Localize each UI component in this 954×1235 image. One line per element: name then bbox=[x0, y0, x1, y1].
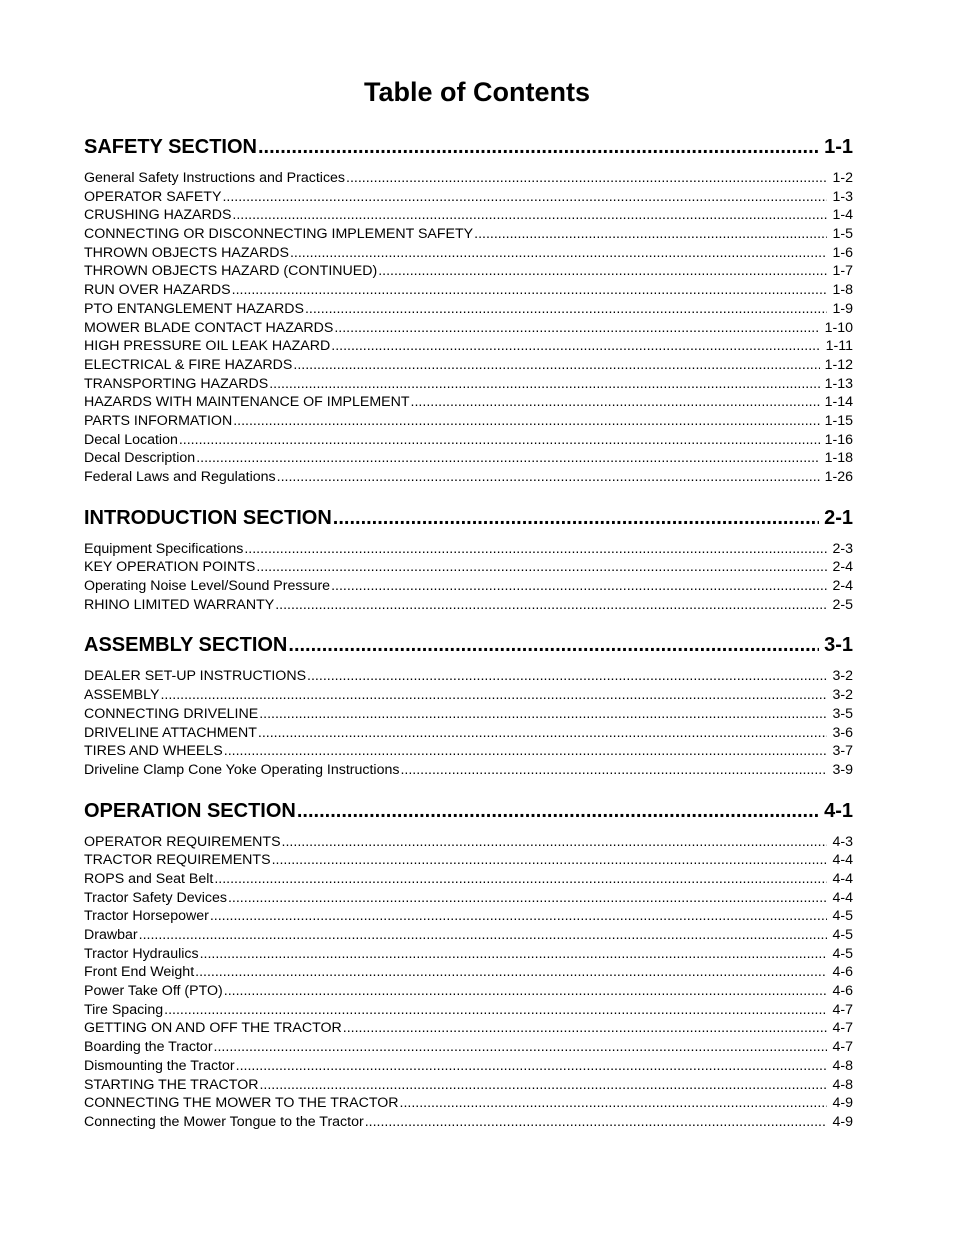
toc-entry-link[interactable] bbox=[84, 281, 853, 300]
section-heading-link[interactable] bbox=[84, 130, 853, 164]
toc-entry-link[interactable] bbox=[84, 889, 853, 908]
toc-entry-link[interactable] bbox=[84, 393, 853, 412]
toc-entry-label: TRANSPORTING HAZARDS bbox=[84, 375, 269, 392]
dot-leader bbox=[293, 356, 819, 375]
toc-entry-label: PTO ENTANGLEMENT HAZARDS bbox=[84, 300, 304, 317]
dot-leader bbox=[256, 558, 827, 577]
toc-entry-page-number: 3-2 bbox=[832, 687, 853, 704]
toc-entry-page-number: 1-15 bbox=[824, 412, 853, 429]
toc-entry-link[interactable] bbox=[84, 596, 853, 615]
dot-leader bbox=[333, 501, 819, 535]
toc-entry-link[interactable] bbox=[84, 356, 853, 375]
table-of-contents bbox=[84, 130, 853, 1132]
toc-entry-link[interactable] bbox=[84, 982, 853, 1001]
toc-entry-link[interactable] bbox=[84, 851, 853, 870]
toc-entry-label: ASSEMBLY bbox=[84, 687, 160, 704]
dot-leader bbox=[210, 907, 828, 926]
section-spacer bbox=[84, 780, 853, 794]
toc-entry-link[interactable] bbox=[84, 963, 853, 982]
toc-entry-link[interactable] bbox=[84, 169, 853, 188]
dot-leader bbox=[269, 375, 819, 394]
dot-leader bbox=[200, 945, 828, 964]
toc-entry-page-number: 3-2 bbox=[832, 668, 853, 685]
toc-entry-page-number: 2-4 bbox=[832, 559, 853, 576]
toc-entry-link[interactable] bbox=[84, 926, 853, 945]
toc-entry-link[interactable] bbox=[84, 188, 853, 207]
page-title: Table of Contents bbox=[364, 77, 590, 107]
toc-entry-label: Front End Weight bbox=[84, 964, 195, 981]
dot-leader bbox=[331, 337, 820, 356]
toc-entry-link[interactable] bbox=[84, 558, 853, 577]
toc-entry-page-number: 1-26 bbox=[824, 469, 853, 485]
section-page-number: 1-1 bbox=[824, 136, 853, 158]
toc-entry-link[interactable] bbox=[84, 300, 853, 319]
section-page-number: 3-1 bbox=[824, 634, 853, 657]
toc-entry-page-number: 1-4 bbox=[832, 207, 853, 224]
toc-section bbox=[84, 794, 853, 1132]
toc-entry-label: Equipment Specifications bbox=[84, 540, 244, 557]
toc-entry-page-number: 3-7 bbox=[832, 743, 853, 760]
toc-entry-label: TRACTOR REQUIREMENTS bbox=[84, 852, 271, 869]
toc-entry-label: GETTING ON AND OFF THE TRACTOR bbox=[84, 1020, 342, 1037]
toc-entry-link[interactable] bbox=[84, 667, 853, 686]
toc-entry-page-number: 1-7 bbox=[832, 263, 853, 280]
dot-leader bbox=[411, 393, 820, 412]
toc-entry-link[interactable] bbox=[84, 1038, 853, 1057]
dot-leader bbox=[288, 628, 819, 662]
dot-leader bbox=[228, 889, 828, 908]
toc-entry-label: Tractor Safety Devices bbox=[84, 889, 227, 906]
dot-leader bbox=[277, 468, 820, 487]
toc-entry-label: CONNECTING OR DISCONNECTING IMPLEMENT SAFETY bbox=[84, 226, 474, 243]
dot-leader bbox=[307, 667, 827, 686]
dot-leader bbox=[160, 686, 827, 705]
toc-entry-page-number: 1-11 bbox=[825, 338, 853, 355]
dot-leader bbox=[224, 742, 828, 761]
toc-entry-page-number: 4-4 bbox=[832, 870, 853, 887]
toc-entry-link[interactable] bbox=[84, 412, 853, 431]
toc-entry-link[interactable] bbox=[84, 1019, 853, 1038]
toc-entry-label: Tractor Hydraulics bbox=[84, 945, 199, 962]
toc-entry-page-number: 4-5 bbox=[832, 945, 853, 962]
dot-leader bbox=[244, 540, 827, 559]
dot-leader bbox=[232, 281, 828, 300]
section-heading-label: SAFETY SECTION bbox=[84, 136, 257, 158]
toc-entry-page-number: 3-6 bbox=[832, 724, 853, 741]
toc-entry-page-number: 4-7 bbox=[832, 1039, 853, 1056]
toc-section bbox=[84, 130, 853, 501]
dot-leader bbox=[334, 319, 819, 338]
toc-entry-page-number: 1-18 bbox=[824, 450, 853, 467]
dot-leader bbox=[232, 206, 827, 225]
toc-entry-label: RUN OVER HAZARDS bbox=[84, 282, 231, 299]
section-heading-link[interactable] bbox=[84, 794, 853, 828]
toc-entry-page-number: 1-16 bbox=[824, 431, 853, 448]
dot-leader bbox=[346, 169, 827, 188]
toc-entry-page-number: 4-6 bbox=[832, 964, 853, 981]
toc-entry-label: PARTS INFORMATION bbox=[84, 412, 233, 429]
dot-leader bbox=[259, 705, 827, 724]
toc-entry-page-number: 4-9 bbox=[832, 1113, 853, 1130]
dot-leader bbox=[195, 963, 827, 982]
toc-entry-label: ELECTRICAL & FIRE HAZARDS bbox=[84, 356, 293, 373]
toc-entry-label: Tractor Horsepower bbox=[84, 908, 209, 925]
dot-leader bbox=[282, 833, 828, 852]
toc-entry-link[interactable] bbox=[84, 1076, 853, 1095]
section-page-number: 4-1 bbox=[824, 799, 853, 822]
toc-entry-page-number: 2-3 bbox=[832, 540, 853, 557]
toc-entry-label: Driveline Clamp Cone Yoke Operating Instructions bbox=[84, 761, 400, 778]
toc-entry-page-number: 1-10 bbox=[824, 319, 853, 336]
toc-entry-label: HAZARDS WITH MAINTENANCE OF IMPLEMENT bbox=[84, 394, 410, 411]
toc-entry-link[interactable] bbox=[84, 468, 853, 487]
toc-entry-link[interactable] bbox=[84, 577, 853, 596]
toc-entry-page-number: 2-4 bbox=[832, 578, 853, 595]
toc-entry-page-number: 4-6 bbox=[832, 983, 853, 1000]
toc-entry-link[interactable] bbox=[84, 431, 853, 450]
toc-section bbox=[84, 628, 853, 793]
toc-entry-label: Federal Laws and Regulations bbox=[84, 469, 276, 485]
dot-leader bbox=[236, 1057, 828, 1076]
toc-entry-page-number: 1-12 bbox=[824, 356, 853, 373]
dot-leader bbox=[297, 794, 819, 828]
toc-entry-link[interactable] bbox=[84, 337, 853, 356]
toc-entry-link[interactable] bbox=[84, 1113, 853, 1132]
toc-entry-link[interactable] bbox=[84, 761, 853, 780]
toc-entry-link[interactable] bbox=[84, 262, 853, 281]
section-heading-link[interactable] bbox=[84, 628, 853, 662]
toc-entry-page-number: 4-5 bbox=[832, 927, 853, 943]
toc-entry-page-number: 4-9 bbox=[832, 1095, 853, 1112]
toc-entry-page-number: 1-14 bbox=[824, 394, 853, 411]
dot-leader bbox=[290, 244, 828, 263]
toc-entry-label: Connecting the Mower Tongue to the Tractor bbox=[84, 1113, 364, 1130]
dot-leader bbox=[305, 300, 828, 319]
section-spacer bbox=[84, 487, 853, 501]
toc-entry-label: THROWN OBJECTS HAZARD (CONTINUED) bbox=[84, 263, 378, 280]
toc-entry-link[interactable] bbox=[84, 1057, 853, 1076]
toc-entry-page-number: 1-6 bbox=[832, 244, 853, 261]
dot-leader bbox=[258, 724, 828, 743]
dot-leader bbox=[259, 1076, 827, 1095]
dot-leader bbox=[258, 130, 819, 164]
toc-entry-label: THROWN OBJECTS HAZARDS bbox=[84, 244, 289, 261]
toc-entry-page-number: 4-7 bbox=[832, 1020, 853, 1037]
toc-entry-page-number: 1-3 bbox=[832, 188, 853, 205]
dot-leader bbox=[222, 188, 827, 207]
toc-entry-page-number: 1-9 bbox=[832, 300, 853, 317]
dot-leader bbox=[214, 870, 827, 889]
dot-leader bbox=[233, 412, 819, 431]
section-heading-link[interactable] bbox=[84, 501, 853, 535]
toc-entry-label: CONNECTING DRIVELINE bbox=[84, 705, 259, 722]
toc-entry-label: Dismounting the Tractor bbox=[84, 1057, 235, 1074]
dot-leader bbox=[474, 225, 827, 244]
toc-entry-link[interactable] bbox=[84, 742, 853, 761]
toc-entry-link[interactable] bbox=[84, 319, 853, 338]
toc-entry-link[interactable] bbox=[84, 449, 853, 468]
toc-entry-label: Drawbar bbox=[84, 927, 138, 943]
toc-entry-label: OPERATOR REQUIREMENTS bbox=[84, 833, 281, 850]
toc-entry-label: Decal Description bbox=[84, 450, 196, 467]
toc-entry-page-number: 4-7 bbox=[832, 1001, 853, 1018]
section-heading-label: OPERATION SECTION bbox=[84, 799, 296, 822]
toc-entry-link[interactable] bbox=[84, 1001, 853, 1020]
toc-section bbox=[84, 501, 853, 629]
toc-entry-label: OPERATOR SAFETY bbox=[84, 188, 222, 205]
toc-entry-link[interactable] bbox=[84, 1094, 853, 1113]
section-heading-label: ASSEMBLY SECTION bbox=[84, 634, 288, 657]
toc-entry-link[interactable] bbox=[84, 206, 853, 225]
dot-leader bbox=[400, 761, 827, 780]
toc-entry-label: Decal Location bbox=[84, 431, 178, 448]
toc-entry-link[interactable] bbox=[84, 945, 853, 964]
toc-entry-page-number: 3-9 bbox=[832, 761, 853, 778]
toc-entry-link[interactable] bbox=[84, 686, 853, 705]
dot-leader bbox=[365, 1113, 828, 1132]
toc-entry-label: ROPS and Seat Belt bbox=[84, 870, 214, 887]
toc-entry-label: STARTING THE TRACTOR bbox=[84, 1076, 259, 1093]
toc-entry-label: CONNECTING THE MOWER TO THE TRACTOR bbox=[84, 1095, 399, 1112]
toc-entry-label: Operating Noise Level/Sound Pressure bbox=[84, 578, 331, 595]
toc-entry-page-number: 4-5 bbox=[832, 908, 853, 925]
dot-leader bbox=[343, 1019, 828, 1038]
dot-leader bbox=[179, 431, 820, 450]
dot-leader bbox=[196, 449, 819, 468]
toc-entry-label: KEY OPERATION POINTS bbox=[84, 559, 256, 576]
toc-entry-label: Tire Spacing bbox=[84, 1001, 164, 1018]
section-heading-label: INTRODUCTION SECTION bbox=[84, 506, 332, 529]
toc-entry-page-number: 1-13 bbox=[824, 375, 853, 392]
toc-entry-link[interactable] bbox=[84, 724, 853, 743]
section-spacer bbox=[84, 614, 853, 628]
toc-entry-link[interactable] bbox=[84, 540, 853, 559]
toc-entry-link[interactable] bbox=[84, 244, 853, 263]
toc-entry-label: General Safety Instructions and Practices bbox=[84, 170, 346, 186]
dot-leader bbox=[214, 1038, 828, 1057]
toc-entry-link[interactable] bbox=[84, 907, 853, 926]
toc-entry-label: CRUSHING HAZARDS bbox=[84, 207, 232, 224]
dot-leader bbox=[331, 577, 827, 596]
dot-leader bbox=[224, 982, 828, 1001]
toc-entry-page-number: 4-4 bbox=[832, 889, 853, 906]
toc-entry-label: DEALER SET-UP INSTRUCTIONS bbox=[84, 668, 307, 685]
dot-leader bbox=[400, 1094, 828, 1113]
section-page-number: 2-1 bbox=[824, 506, 853, 529]
toc-entry-link[interactable] bbox=[84, 833, 853, 852]
toc-entry-page-number: 2-5 bbox=[832, 596, 853, 613]
toc-entry-page-number: 4-3 bbox=[832, 833, 853, 850]
toc-entry-label: HIGH PRESSURE OIL LEAK HAZARD bbox=[84, 338, 331, 355]
dot-leader bbox=[164, 1001, 827, 1020]
toc-entry-page-number: 1-5 bbox=[832, 226, 853, 243]
toc-entry-page-number: 1-8 bbox=[832, 282, 853, 299]
dot-leader bbox=[378, 262, 827, 281]
toc-entry-page-number: 3-5 bbox=[832, 705, 853, 722]
toc-entry-link[interactable] bbox=[84, 375, 853, 394]
dot-leader bbox=[275, 596, 827, 615]
dot-leader bbox=[272, 851, 828, 870]
toc-entry-label: RHINO LIMITED WARRANTY bbox=[84, 596, 275, 613]
toc-entry-label: MOWER BLADE CONTACT HAZARDS bbox=[84, 319, 334, 336]
toc-entry-link[interactable] bbox=[84, 225, 853, 244]
toc-entry-label: TIRES AND WHEELS bbox=[84, 743, 223, 760]
toc-entry-page-number: 4-4 bbox=[832, 852, 853, 869]
dot-leader bbox=[139, 926, 828, 945]
toc-entry-page-number: 4-8 bbox=[832, 1057, 853, 1074]
toc-entry-label: Boarding the Tractor bbox=[84, 1039, 213, 1056]
toc-entry-label: DRIVELINE ATTACHMENT bbox=[84, 724, 257, 741]
toc-entry-label: Power Take Off (PTO) bbox=[84, 983, 223, 1000]
toc-entry-link[interactable] bbox=[84, 870, 853, 889]
toc-entry-page-number: 1-2 bbox=[832, 170, 853, 186]
toc-entry-link[interactable] bbox=[84, 705, 853, 724]
toc-entry-page-number: 4-8 bbox=[832, 1076, 853, 1093]
